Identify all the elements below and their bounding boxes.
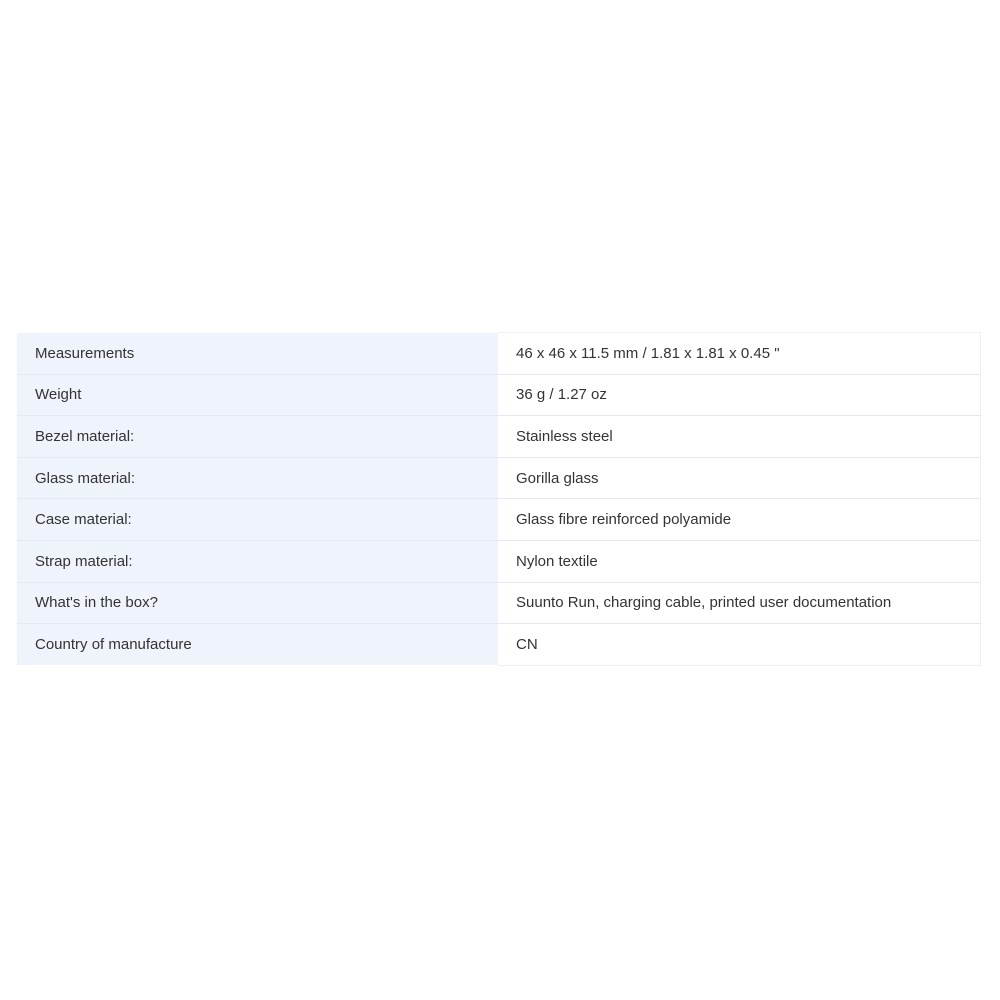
spec-value-country-of-manufacture: CN — [498, 624, 981, 666]
spec-label-case-material: Case material: — [17, 499, 498, 541]
table-row — [17, 374, 981, 416]
table-row — [17, 457, 981, 499]
spec-value-weight: 36 g / 1.27 oz — [498, 374, 981, 416]
spec-label-bezel-material: Bezel material: — [17, 416, 498, 458]
spec-label-glass-material: Glass material: — [17, 457, 498, 499]
spec-value-glass-material: Gorilla glass — [498, 457, 981, 499]
spec-label-strap-material: Strap material: — [17, 540, 498, 582]
spec-label-measurements: Measurements — [17, 333, 498, 375]
spec-label-weight: Weight — [17, 374, 498, 416]
table-row — [17, 333, 981, 375]
spec-value-whats-in-the-box: Suunto Run, charging cable, printed user documentation — [498, 582, 981, 624]
table-row — [17, 582, 981, 624]
spec-value-measurements: 46 x 46 x 11.5 mm / 1.81 x 1.81 x 0.45 " — [498, 333, 981, 375]
spec-label-country-of-manufacture: Country of manufacture — [17, 624, 498, 666]
spec-value-case-material: Glass fibre reinforced polyamide — [498, 499, 981, 541]
spec-value-bezel-material: Stainless steel — [498, 416, 981, 458]
specifications-table — [17, 332, 981, 666]
table-row — [17, 499, 981, 541]
table-row — [17, 416, 981, 458]
spec-value-strap-material: Nylon textile — [498, 540, 981, 582]
table-row — [17, 624, 981, 666]
spec-label-whats-in-the-box: What's in the box? — [17, 582, 498, 624]
table-row — [17, 540, 981, 582]
